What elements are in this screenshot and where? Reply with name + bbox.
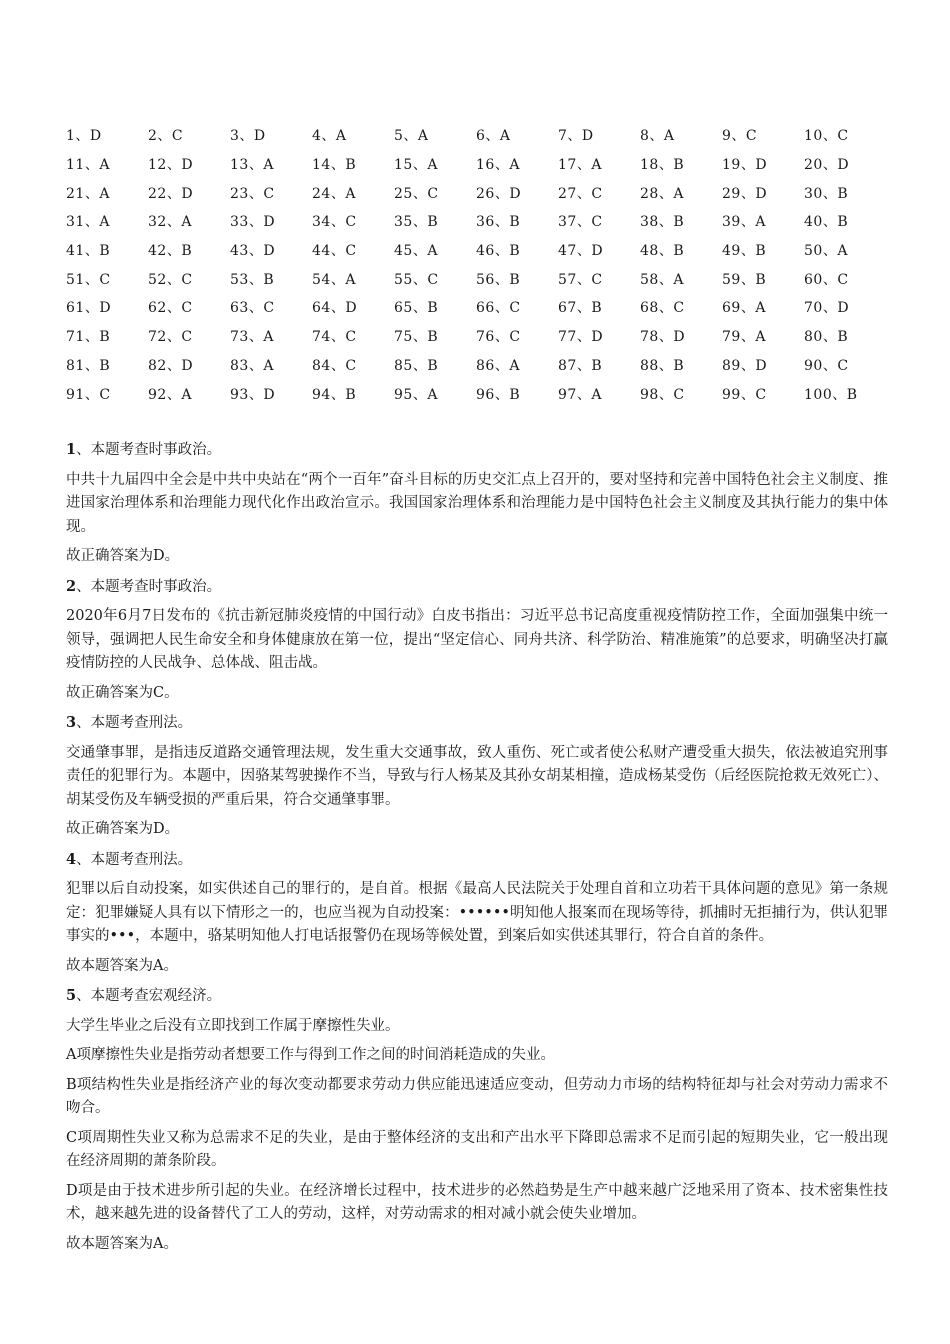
answer-key-cell: 91、C — [66, 386, 111, 403]
answer-key-cell: 49、B — [722, 243, 767, 260]
answer-key-cell: 12、D — [148, 157, 194, 174]
explanations-section — [66, 438, 888, 1262]
explanation-paragraph: 大学生毕业之后没有立即找到工作属于摩擦性失业。 — [66, 1017, 400, 1034]
answer-key-cell: 62、C — [148, 300, 193, 317]
answer-key-cell: 50、A — [804, 243, 848, 260]
explanation-topic: 、本题考查刑法。 — [76, 715, 193, 731]
question-number: 3 — [66, 714, 77, 731]
answer-key-cell: 79、A — [722, 329, 766, 346]
answer-key-cell: 39、A — [722, 214, 766, 231]
answer-key-cell: 92、A — [148, 386, 192, 403]
answer-key-cell: 52、C — [148, 271, 193, 288]
answer-key-cell: 8、A — [640, 128, 675, 145]
answer-key-cell: 95、A — [394, 386, 438, 403]
answer-key-cell: 23、C — [230, 185, 275, 202]
answer-key-cell: 69、A — [722, 300, 766, 317]
answer-key-cell: 89、D — [722, 357, 768, 374]
answer-key-cell: 67、B — [558, 300, 603, 317]
answer-key-cell: 53、B — [230, 271, 275, 288]
explanation-item — [66, 711, 888, 842]
answer-key-cell: 96、B — [476, 386, 521, 403]
explanation-answer: 故正确答案为C。 — [66, 684, 179, 701]
answer-key-cell: 36、B — [476, 214, 521, 231]
answer-key-cell: 65、B — [394, 300, 439, 317]
answer-key-grid — [66, 121, 886, 408]
answer-key-cell: 73、A — [230, 329, 274, 346]
answer-key-cell: 72、C — [148, 329, 193, 346]
explanation-topic: 、本题考查时事政治。 — [76, 442, 222, 458]
answer-key-cell: 74、C — [312, 329, 357, 346]
answer-key-cell: 7、D — [558, 128, 594, 145]
answer-key-cell: 54、A — [312, 271, 356, 288]
explanation-heading — [66, 438, 888, 463]
answer-key-cell: 66、C — [476, 300, 521, 317]
answer-key-cell: 30、B — [804, 185, 849, 202]
answer-key-cell: 61、D — [66, 300, 112, 317]
question-number: 2 — [66, 577, 77, 595]
answer-key-cell: 75、B — [394, 329, 439, 346]
answer-key-cell: 43、D — [230, 243, 276, 260]
explanation-heading — [66, 575, 888, 600]
answer-key-cell: 56、B — [476, 271, 521, 288]
answer-key-cell: 37、C — [558, 214, 603, 231]
answer-key-cell: 29、D — [722, 185, 768, 202]
question-number: 4 — [66, 850, 77, 868]
answer-key-cell: 2、C — [148, 128, 184, 145]
answer-key-cell: 11、A — [66, 157, 110, 174]
answer-key-cell: 84、C — [312, 357, 357, 374]
answer-key-cell: 48、B — [640, 243, 685, 260]
answer-key-cell: 77、D — [558, 329, 604, 346]
answer-key-cell: 22、D — [148, 185, 194, 202]
answer-key-cell: 32、A — [148, 214, 192, 231]
answer-key-cell: 76、C — [476, 329, 521, 346]
answer-key-cell: 28、A — [640, 185, 684, 202]
answer-key-cell: 81、B — [66, 357, 111, 374]
answer-key-cell: 63、C — [230, 300, 275, 317]
answer-key-cell: 9、C — [722, 128, 758, 145]
answer-key-cell: 45、A — [394, 243, 438, 260]
answer-key-cell: 88、B — [640, 357, 685, 374]
answer-key-cell: 85、B — [394, 357, 439, 374]
explanation-paragraph: B项结构性失业是指经济产业的每次变动都要求劳动力供应能迅速适应变动，但劳动力市场的结构特征却与社会对劳动力需求不吻合。 — [66, 1076, 888, 1116]
answer-key-cell: 78、D — [640, 329, 686, 346]
answer-key-cell: 24、A — [312, 185, 356, 202]
question-number: 1 — [66, 441, 77, 458]
question-number: 5 — [66, 987, 77, 1004]
answer-key-cell: 51、C — [66, 271, 111, 288]
explanation-paragraph: D项是由于技术进步所引起的失业。在经济增长过程中，技术进步的必然趋势是生产中越来越广泛地采用了资本、技术密集性技术，越来越先进的设备替代了工人的劳动，这样，对劳动需求的相对减小就会使失业增加。 — [66, 1182, 888, 1222]
answer-key-cell: 14、B — [312, 157, 357, 174]
answer-key-cell: 46、B — [476, 243, 521, 260]
answer-key-cell: 15、A — [394, 157, 438, 174]
answer-key-cell: 33、D — [230, 214, 276, 231]
answer-key-cell: 47、D — [558, 243, 604, 260]
answer-key-cell: 3、D — [230, 128, 266, 145]
answer-key-cell: 90、C — [804, 357, 849, 374]
explanation-heading — [66, 848, 888, 873]
answer-key-cell: 20、D — [804, 157, 850, 174]
explanation-item — [66, 438, 888, 569]
explanation-paragraph: A项摩擦性失业是指劳动者想要工作与得到工作之间的时间消耗造成的失业。 — [66, 1047, 555, 1063]
answer-key-cell: 42、B — [148, 243, 193, 260]
answer-key-cell: 19、D — [722, 157, 768, 174]
answer-key-cell: 35、B — [394, 214, 439, 231]
explanation-heading — [66, 984, 888, 1009]
answer-key-cell: 10、C — [804, 128, 849, 145]
explanation-topic: 、本题考查时事政治。 — [76, 578, 222, 595]
answer-key-cell: 80、B — [804, 329, 849, 346]
explanation-answer: 故本题答案为A。 — [66, 1235, 178, 1252]
answer-key-cell: 93、D — [230, 386, 276, 403]
answer-key-cell: 59、B — [722, 271, 767, 288]
explanation-item — [66, 575, 888, 706]
answer-key-cell: 64、D — [312, 300, 358, 317]
explanation-item — [66, 848, 888, 979]
explanation-topic: 、本题考查宏观经济。 — [76, 988, 222, 1004]
explanation-paragraph: 2020年6月7日发布的《抗击新冠肺炎疫情的中国行动》白皮书指出：习近平总书记高度重视疫情防控工作，全面加强集中统一领导，强调把人民生命安全和身体健康放在第一位，提出“坚定信心、同舟共济、科学防治、精准施策”的总要求，明确坚决打赢疫情防控的人民战争、总体战、阻击战。 — [66, 608, 888, 671]
answer-key-cell: 4、A — [312, 128, 347, 145]
answer-key-cell: 21、A — [66, 185, 110, 202]
answer-key-cell: 60、C — [804, 271, 849, 288]
answer-key-cell: 38、B — [640, 214, 685, 231]
explanation-item — [66, 984, 888, 1256]
answer-key-cell: 31、A — [66, 214, 110, 231]
explanation-answer: 故本题答案为A。 — [66, 957, 178, 974]
answer-key-cell: 70、D — [804, 300, 850, 317]
answer-key-cell: 41、B — [66, 243, 111, 260]
explanation-paragraph: 交通肇事罪，是指违反道路交通管理法规，发生重大交通事故，致人重伤、死亡或者使公私财产遭受重大损失，依法被追究刑事责任的犯罪行为。本题中，因骆某驾驶操作不当，导致与行人杨某及其孙女胡某相撞，造成杨某受伤（后经医院抢救无效死亡）、胡某受伤及车辆受损的严重后果，符合交通肇事罪。 — [66, 744, 888, 808]
answer-key-cell: 44、C — [312, 243, 357, 260]
answer-key-cell: 1、D — [66, 128, 102, 145]
explanation-answer: 故正确答案为D。 — [66, 548, 180, 564]
answer-key-cell: 94、B — [312, 386, 357, 403]
answer-key-cell: 100、B — [804, 386, 858, 403]
answer-key-cell: 71、B — [66, 329, 111, 346]
answer-key-cell: 17、A — [558, 157, 602, 174]
explanation-answer: 故正确答案为D。 — [66, 821, 180, 837]
explanation-paragraph: 中共十九届四中全会是中共中央站在“两个一百年”奋斗目标的历史交汇点上召开的，要对坚持和完善中国特色社会主义制度、推进国家治理体系和治理能力现代化作出政治宣示。我国国家治理体系和治理能力是中国特色社会主义制度及其执行能力的集中体现。 — [66, 471, 888, 535]
answer-key-cell: 18、B — [640, 157, 685, 174]
answer-key-cell: 86、A — [476, 357, 520, 374]
answer-key-cell: 40、B — [804, 214, 849, 231]
answer-key-cell: 98、C — [640, 386, 685, 403]
answer-key-cell: 6、A — [476, 128, 511, 145]
answer-key-cell: 58、A — [640, 271, 684, 288]
answer-key-cell: 68、C — [640, 300, 685, 317]
answer-key-cell: 26、D — [476, 185, 522, 202]
explanation-topic: 、本题考查刑法。 — [76, 851, 193, 868]
answer-key-cell: 99、C — [722, 386, 767, 403]
answer-key-cell: 13、A — [230, 157, 274, 174]
answer-key-cell: 55、C — [394, 271, 439, 288]
answer-key-cell: 87、B — [558, 357, 603, 374]
explanation-paragraph: C项周期性失业又称为总需求不足的失业，是由于整体经济的支出和产出水平下降即总需求不足而引起的短期失业，它一般出现在经济周期的萧条阶段。 — [66, 1129, 888, 1169]
explanation-heading — [66, 711, 888, 736]
answer-key-cell: 57、C — [558, 271, 603, 288]
answer-key-cell: 27、C — [558, 185, 603, 202]
explanation-paragraph: 犯罪以后自动投案，如实供述自己的罪行的，是自首。根据《最高人民法院关于处理自首和立功若干具体问题的意见》第一条规定：犯罪嫌疑人具有以下情形之一的，也应当视为自动投案：••••••明知他人报案而在现场等待，抓捕时无拒捕行为，供认犯罪事实的•••，本题中，骆某明知他人打电话报警仍在现场等候处置，到案后如实供述其罪行，符合自首的条件。 — [66, 881, 888, 944]
answer-key-cell: 82、D — [148, 357, 194, 374]
answer-key-cell: 5、A — [394, 128, 429, 145]
answer-key-cell: 16、A — [476, 157, 520, 174]
answer-key-cell: 25、C — [394, 185, 439, 202]
answer-key-cell: 97、A — [558, 386, 602, 403]
answer-key-cell: 83、A — [230, 357, 274, 374]
answer-key-cell: 34、C — [312, 214, 357, 231]
